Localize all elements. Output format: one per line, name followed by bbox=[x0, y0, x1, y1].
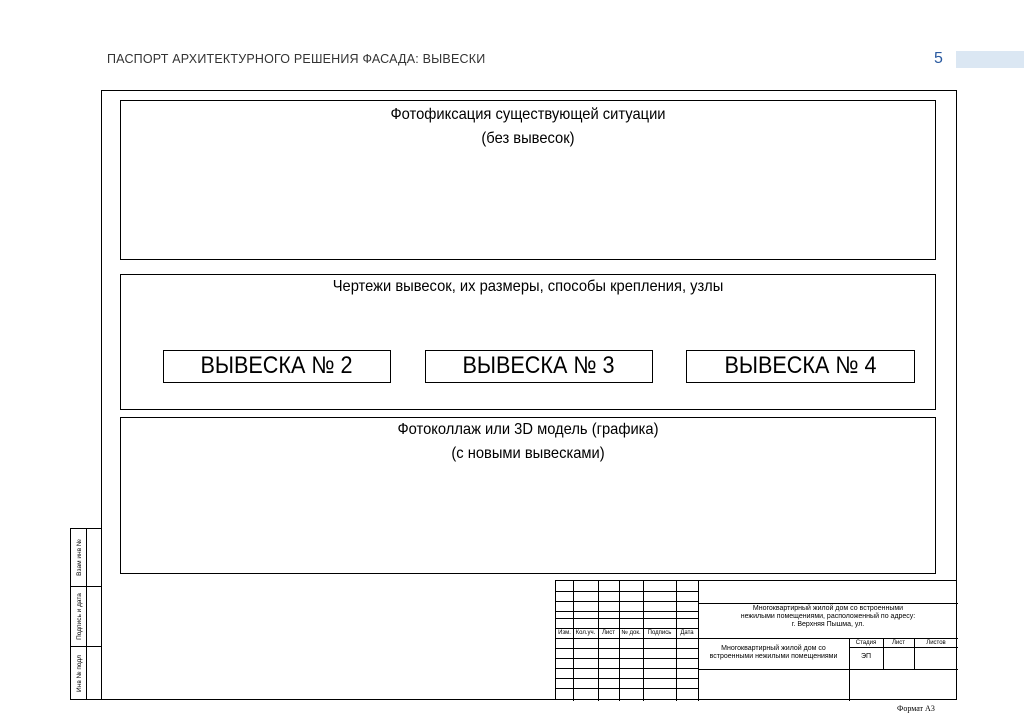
column-label: Лист bbox=[601, 630, 616, 636]
object-description-line: нежилыми помещениями, расположенный по адресу: bbox=[740, 613, 916, 620]
side-stamp-label: Подпись и дата bbox=[75, 592, 83, 640]
collage-section bbox=[120, 417, 936, 574]
page-number: 5 bbox=[934, 50, 943, 67]
side-stamp-label: Взам инв № bbox=[75, 539, 83, 576]
photo-fixation-section bbox=[120, 100, 936, 260]
section-subtitle: (без вывесок) bbox=[481, 130, 575, 147]
object-description-line: Многоквартирный жилой дом со встроенными bbox=[752, 605, 904, 612]
side-stamp-label: Инв № подл bbox=[75, 655, 83, 692]
title-block bbox=[555, 580, 957, 700]
drawings-section bbox=[120, 274, 936, 410]
accent-bar bbox=[956, 51, 1024, 68]
side-stamp bbox=[70, 528, 101, 700]
section-title: Фотофиксация существующей ситуации bbox=[390, 106, 666, 123]
drawing-name-line: Многоквартирный жилой дом со bbox=[721, 645, 826, 652]
format-label: Формат А3 bbox=[897, 704, 935, 713]
stage-value: ЭП bbox=[860, 653, 872, 660]
stage-label: Стадия bbox=[855, 640, 877, 646]
section-subtitle: (с новыми вывесками) bbox=[451, 445, 605, 462]
column-label: № док. bbox=[621, 630, 641, 636]
sheets-label: Листов bbox=[926, 640, 946, 646]
sheet-label: Лист bbox=[891, 640, 906, 646]
sign-label-2: ВЫВЕСКА № 2 bbox=[163, 350, 391, 383]
page-header-title: ПАСПОРТ АРХИТЕКТУРНОГО РЕШЕНИЯ ФАСАДА: ВЫВЕСКИ bbox=[107, 52, 486, 66]
sign-label-3: ВЫВЕСКА № 3 bbox=[425, 350, 653, 383]
column-label: Изм. bbox=[558, 630, 571, 636]
section-title: Фотоколлаж или 3D модель (графика) bbox=[397, 421, 659, 438]
column-label: Подпись bbox=[647, 630, 672, 636]
object-description-line: г. Верхняя Пышма, ул. bbox=[791, 621, 865, 628]
drawing-name-line: встроенными нежилыми помещениями bbox=[709, 653, 838, 660]
section-title: Чертежи вывесок, их размеры, способы крепления, узлы bbox=[332, 278, 724, 295]
sign-label-4: ВЫВЕСКА № 4 bbox=[686, 350, 915, 383]
column-label: Дата bbox=[680, 630, 694, 636]
column-label: Кол.уч. bbox=[575, 630, 596, 636]
